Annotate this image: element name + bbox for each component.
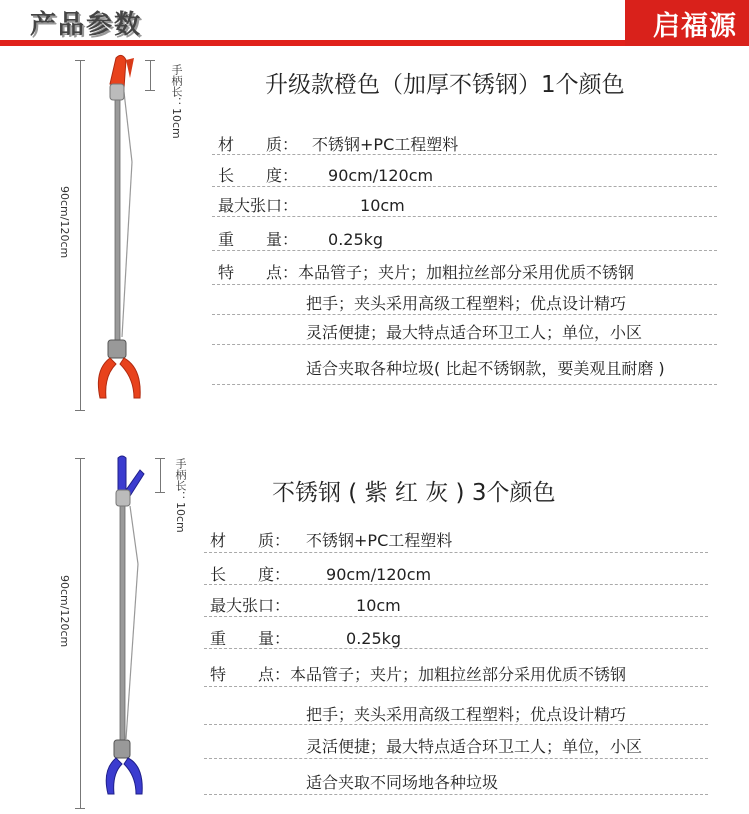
spec-label: 特 点：: [218, 263, 299, 282]
length-dimension-top: [75, 60, 85, 61]
brand-name: 启福源: [653, 11, 737, 42]
spec-label: 重 量：: [210, 629, 291, 648]
row-divider: [204, 584, 708, 585]
length-dimension-bottom: [75, 410, 85, 411]
feature-line: 把手；夹头采用高级工程塑料；优点设计精巧: [306, 294, 627, 313]
feature-line: 适合夹取各种垃圾( 比起不锈钢款，要美观且耐磨 ): [306, 359, 665, 378]
row-divider: [212, 154, 717, 155]
spec-label: 最大张口：: [210, 596, 291, 615]
length-dimension-bottom: [75, 808, 85, 809]
spec-weight: [218, 227, 383, 250]
orange-picker-image: [88, 52, 158, 412]
row-divider: [212, 186, 717, 187]
spec-value: 不锈钢+PC工程塑料: [306, 531, 453, 550]
spec-label: 特 点：: [210, 665, 291, 684]
spec-material: [210, 528, 452, 551]
feature-line: 灵活便捷；最大特点适合环卫工人；单位，小区: [306, 323, 643, 342]
spec-label: 材 质：: [210, 531, 291, 550]
length-dimension-line: [80, 458, 81, 808]
spec-value: 不锈钢+PC工程塑料: [312, 135, 459, 154]
product-title: 升级款橙色（加厚不锈钢）1个颜色: [265, 72, 625, 98]
spec-value: 10cm: [356, 596, 401, 615]
product-section-stainless: [0, 440, 749, 814]
spec-length: [218, 163, 433, 186]
row-divider: [212, 314, 717, 315]
handle-length-label: 手柄长：10cm: [170, 64, 183, 139]
page-header: [0, 0, 749, 46]
handle-length-label: 手柄长：10cm: [174, 458, 187, 533]
blue-picker-image: [96, 454, 166, 804]
spec-label: 长 度：: [210, 565, 291, 584]
spec-value: 0.25kg: [346, 629, 402, 648]
row-divider: [204, 552, 708, 553]
spec-value: 本品管子；夹片；加粗拉丝部分采用优质不锈钢: [290, 665, 627, 684]
row-divider: [204, 794, 708, 795]
length-dimension-line: [80, 60, 81, 410]
row-divider: [204, 648, 708, 649]
feature-line: 灵活便捷；最大特点适合环卫工人；单位，小区: [306, 737, 643, 756]
spec-max-opening: [210, 593, 401, 616]
spec-features: [210, 662, 626, 685]
spec-length: [210, 562, 431, 585]
spec-label: 最大张口：: [218, 196, 299, 215]
spec-max-opening: [218, 193, 405, 216]
spec-value: 10cm: [360, 196, 405, 215]
row-divider: [212, 216, 717, 217]
spec-value: 90cm/120cm: [328, 166, 434, 185]
row-divider: [204, 724, 708, 725]
length-dimension-top: [75, 458, 85, 459]
spec-label: 材 质：: [218, 135, 299, 154]
row-divider: [204, 686, 708, 687]
length-label: 90cm/120cm: [58, 186, 71, 259]
product-title: 不锈钢 ( 紫 红 灰 ) 3个颜色: [272, 480, 556, 506]
length-label: 90cm/120cm: [58, 575, 71, 648]
page-title: 产品参数: [30, 10, 143, 40]
spec-weight: [210, 626, 401, 649]
row-divider: [204, 758, 708, 759]
row-divider: [212, 344, 717, 345]
product-section-orange: [0, 46, 749, 414]
spec-label: 重 量：: [218, 230, 299, 249]
spec-value: 本品管子；夹片；加粗拉丝部分采用优质不锈钢: [298, 263, 635, 282]
row-divider: [212, 250, 717, 251]
feature-line: 适合夹取不同场地各种垃圾: [306, 773, 499, 792]
spec-label: 长 度：: [218, 166, 299, 185]
row-divider: [212, 284, 717, 285]
row-divider: [204, 616, 708, 617]
spec-value: 0.25kg: [328, 230, 384, 249]
spec-value: 90cm/120cm: [326, 565, 432, 584]
spec-material: [218, 132, 458, 155]
row-divider: [212, 384, 717, 385]
spec-features: [218, 260, 634, 283]
feature-line: 把手；夹头采用高级工程塑料；优点设计精巧: [306, 705, 627, 724]
brand-badge: [625, 0, 749, 46]
